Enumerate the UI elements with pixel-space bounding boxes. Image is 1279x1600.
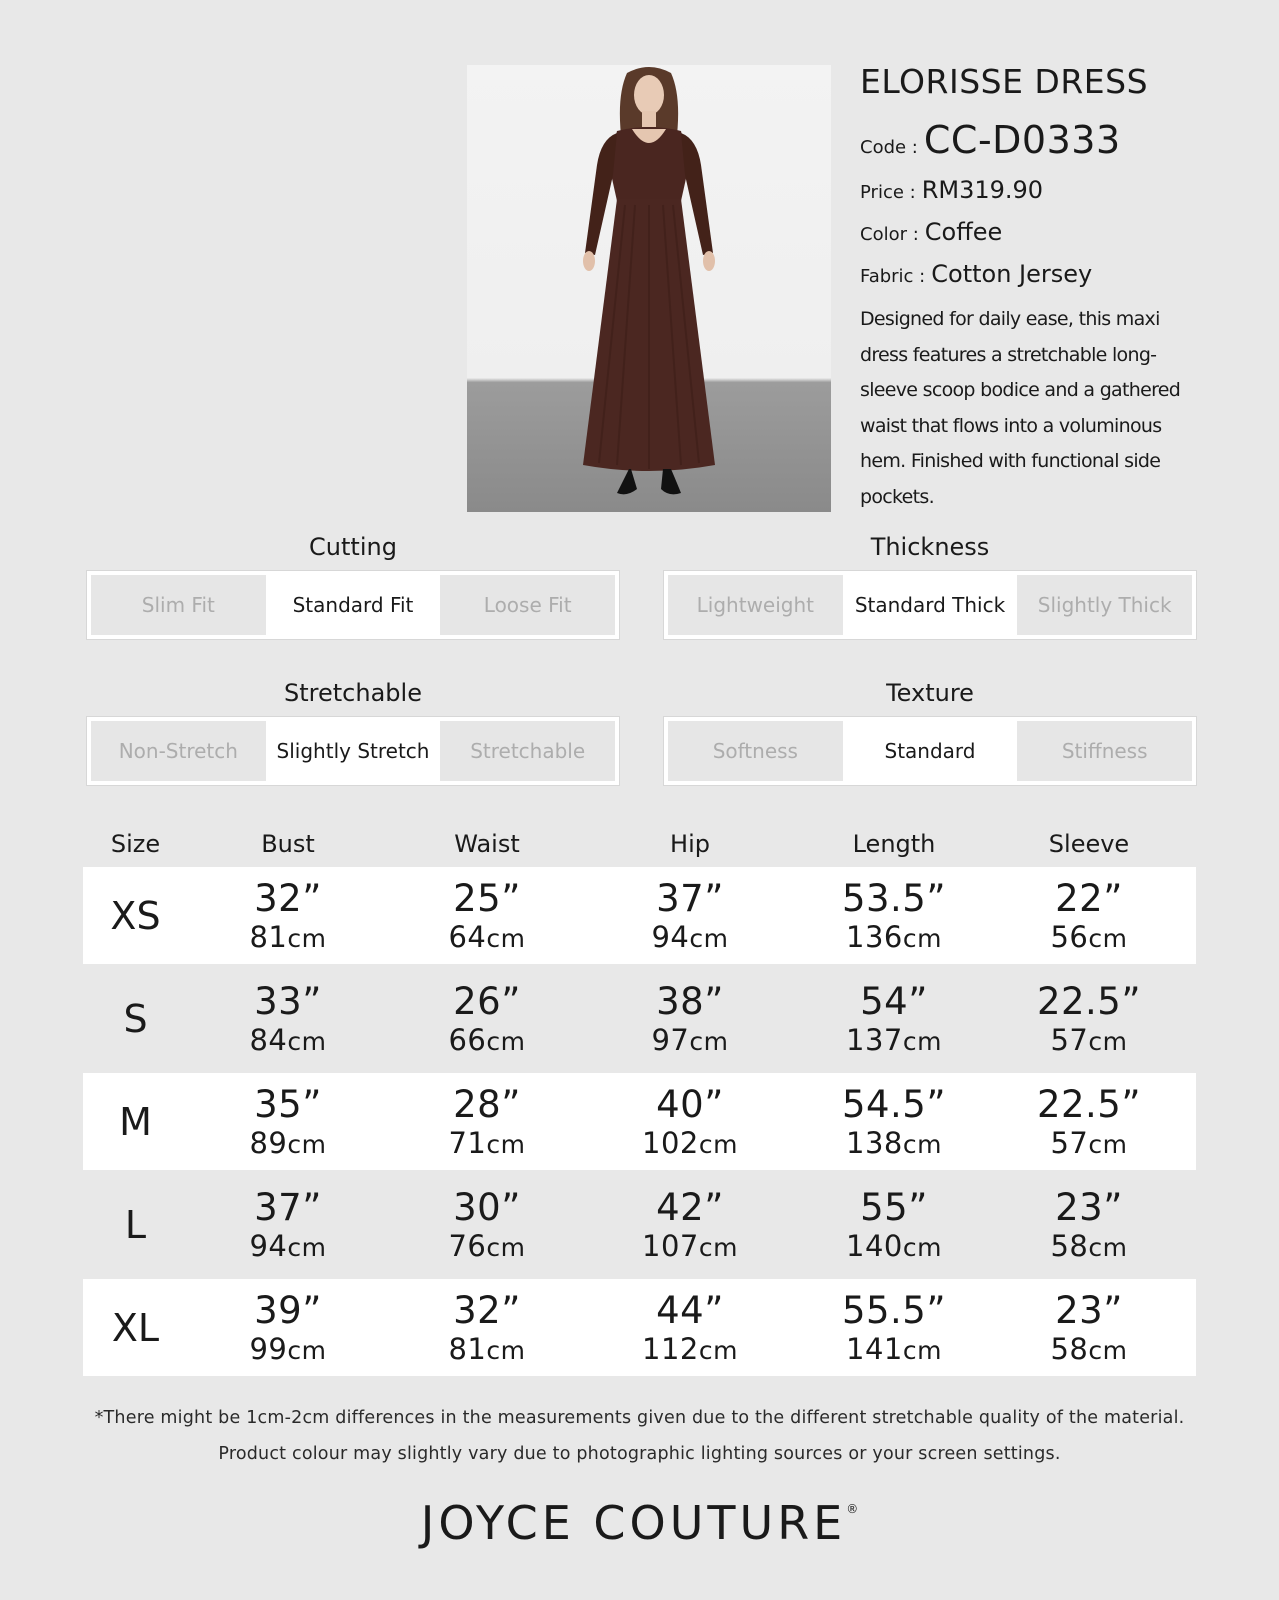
- waist-cell: [388, 979, 586, 1057]
- sleeve-cell: [994, 1082, 1184, 1160]
- attribute-options: [664, 571, 1196, 639]
- sleeve-cell: [994, 1185, 1184, 1263]
- size-label: XL: [111, 1305, 160, 1350]
- inch-value: 54”: [860, 979, 928, 1023]
- cm-value: 137cm: [846, 1022, 942, 1057]
- attribute-thickness: [664, 531, 1196, 639]
- bust-cell: [188, 1082, 388, 1160]
- table-header: [83, 820, 1196, 867]
- fabric-row: [860, 260, 1205, 288]
- attribute-options: [664, 717, 1196, 785]
- table-row: [83, 867, 1196, 964]
- colour-note: Product colour may slightly vary due to photographic lighting sources or your screen settings.: [218, 1444, 1061, 1464]
- cm-value: 58cm: [1050, 1228, 1128, 1263]
- inch-value: 32”: [254, 876, 322, 920]
- attribute-texture: [664, 677, 1196, 785]
- product-title: ELORISSE DRESS: [860, 62, 1149, 101]
- inch-value: 30”: [453, 1185, 521, 1229]
- option-lightweight: Lightweight: [696, 593, 814, 617]
- cm-value: 58cm: [1050, 1331, 1128, 1366]
- header-bust: Bust: [261, 829, 315, 858]
- option-standard-fit: Standard Fit: [266, 575, 441, 635]
- cm-value: 94cm: [249, 1228, 327, 1263]
- brand-name: JOYCE COUTURE: [420, 1496, 847, 1550]
- option-non-stretch: Non-Stretch: [118, 739, 238, 763]
- cm-value: 141cm: [846, 1331, 942, 1366]
- cm-value: 84cm: [249, 1022, 327, 1057]
- size-label: M: [119, 1099, 152, 1144]
- hip-cell: [586, 1185, 794, 1263]
- header-size: Size: [110, 829, 161, 858]
- product-fabric: Cotton Jersey: [931, 260, 1093, 288]
- inch-value: 42”: [656, 1185, 724, 1229]
- bust-cell: [188, 1288, 388, 1366]
- inch-value: 44”: [656, 1288, 724, 1332]
- table-row: [83, 1279, 1196, 1376]
- waist-cell: [388, 1288, 586, 1366]
- cm-value: 102cm: [642, 1125, 738, 1160]
- option-stiffness: Stiffness: [1061, 739, 1148, 763]
- size-table: [83, 820, 1196, 1382]
- inch-value: 26”: [453, 979, 521, 1023]
- code-row: [860, 118, 1205, 162]
- cm-value: 99cm: [249, 1331, 327, 1366]
- inch-value: 54.5”: [841, 1082, 947, 1126]
- dress-illustration: [467, 65, 831, 512]
- attribute-title: Cutting: [309, 533, 397, 561]
- price-row: [860, 176, 1205, 204]
- length-cell: [794, 876, 994, 954]
- cm-value: 76cm: [448, 1228, 526, 1263]
- length-cell: [794, 1082, 994, 1160]
- inch-value: 40”: [656, 1082, 724, 1126]
- cm-value: 56cm: [1050, 919, 1128, 954]
- table-row: [83, 1176, 1196, 1273]
- option-loose-fit: Loose Fit: [483, 593, 572, 617]
- attribute-stretchable: [87, 677, 619, 785]
- header-waist: Waist: [454, 829, 520, 858]
- inch-value: 22.5”: [1036, 1082, 1142, 1126]
- inch-value: 55.5”: [841, 1288, 947, 1332]
- inch-value: 37”: [254, 1185, 322, 1229]
- hip-cell: [586, 979, 794, 1057]
- inch-value: 32”: [453, 1288, 521, 1332]
- size-label: XS: [110, 893, 161, 938]
- inch-value: 23”: [1055, 1288, 1123, 1332]
- product-info: [860, 60, 1205, 515]
- length-cell: [794, 979, 994, 1057]
- cm-value: 81cm: [249, 919, 327, 954]
- price-label: Price :: [860, 182, 916, 203]
- color-row: [860, 218, 1205, 246]
- cm-value: 71cm: [448, 1125, 526, 1160]
- hip-cell: [586, 1288, 794, 1366]
- cm-value: 140cm: [846, 1228, 942, 1263]
- attribute-title: Texture: [886, 679, 974, 707]
- attribute-options: [87, 717, 619, 785]
- inch-value: 23”: [1055, 1185, 1123, 1229]
- attribute-title: Stretchable: [284, 679, 422, 707]
- inch-value: 35”: [254, 1082, 322, 1126]
- inch-value: 22.5”: [1036, 979, 1142, 1023]
- cm-value: 57cm: [1050, 1022, 1128, 1057]
- option-slightly-stretch: Slightly Stretch: [266, 721, 441, 781]
- waist-cell: [388, 1082, 586, 1160]
- measurement-note: *There might be 1cm-2cm differences in the measurements given due to the different stretchable quality of the material.: [94, 1408, 1185, 1428]
- waist-cell: [388, 876, 586, 954]
- code-label: Code :: [860, 137, 918, 158]
- bust-cell: [188, 979, 388, 1057]
- length-cell: [794, 1185, 994, 1263]
- inch-value: 33”: [254, 979, 322, 1023]
- table-row: [83, 1073, 1196, 1170]
- option-slim-fit: Slim Fit: [141, 593, 215, 617]
- inch-value: 38”: [656, 979, 724, 1023]
- inch-value: 28”: [453, 1082, 521, 1126]
- bust-cell: [188, 876, 388, 954]
- cm-value: 89cm: [249, 1125, 327, 1160]
- product-code: CC-D0333: [923, 118, 1121, 162]
- cm-value: 138cm: [846, 1125, 942, 1160]
- registered-mark: ®: [846, 1502, 859, 1516]
- attribute-options: [87, 571, 619, 639]
- cm-value: 57cm: [1050, 1125, 1128, 1160]
- header-sleeve: Sleeve: [1048, 829, 1130, 858]
- product-photo: [467, 65, 831, 512]
- size-label: S: [123, 996, 148, 1041]
- option-softness: Softness: [712, 739, 798, 763]
- inch-value: 39”: [254, 1288, 322, 1332]
- waist-cell: [388, 1185, 586, 1263]
- product-color: Coffee: [924, 218, 1003, 246]
- inch-value: 25”: [453, 876, 521, 920]
- inch-value: 37”: [656, 876, 724, 920]
- fabric-label: Fabric :: [860, 266, 926, 287]
- size-label: L: [124, 1202, 147, 1247]
- cm-value: 136cm: [846, 919, 942, 954]
- hip-cell: [586, 876, 794, 954]
- attribute-cutting: [87, 531, 619, 639]
- cm-value: 107cm: [642, 1228, 738, 1263]
- option-slightly-thick: Slightly Thick: [1037, 593, 1172, 617]
- hip-cell: [586, 1082, 794, 1160]
- option-stretchable: Stretchable: [470, 739, 586, 763]
- cm-value: 112cm: [642, 1331, 738, 1366]
- product-price: RM319.90: [921, 176, 1044, 204]
- attribute-title: Thickness: [870, 533, 990, 561]
- length-cell: [794, 1288, 994, 1366]
- cm-value: 64cm: [448, 919, 526, 954]
- cm-value: 97cm: [651, 1022, 729, 1057]
- option-standard: Standard: [843, 721, 1018, 781]
- inch-value: 22”: [1055, 876, 1123, 920]
- sleeve-cell: [994, 1288, 1184, 1366]
- table-row: [83, 970, 1196, 1067]
- bust-cell: [188, 1185, 388, 1263]
- inch-value: 55”: [860, 1185, 928, 1229]
- sleeve-cell: [994, 979, 1184, 1057]
- sleeve-cell: [994, 876, 1184, 954]
- cm-value: 94cm: [651, 919, 729, 954]
- color-label: Color :: [860, 224, 919, 245]
- cm-value: 66cm: [448, 1022, 526, 1057]
- brand-logo: [0, 1496, 1279, 1550]
- cm-value: 81cm: [448, 1331, 526, 1366]
- inch-value: 53.5”: [841, 876, 947, 920]
- header-hip: Hip: [670, 829, 710, 858]
- option-standard-thick: Standard Thick: [843, 575, 1018, 635]
- header-length: Length: [852, 829, 936, 858]
- product-description: Designed for daily ease, this maxi dress features a stretchable long-sleeve scoop bodice and a gathered waist that flows into a voluminous hem. Finished with functional side pockets.: [860, 308, 1181, 508]
